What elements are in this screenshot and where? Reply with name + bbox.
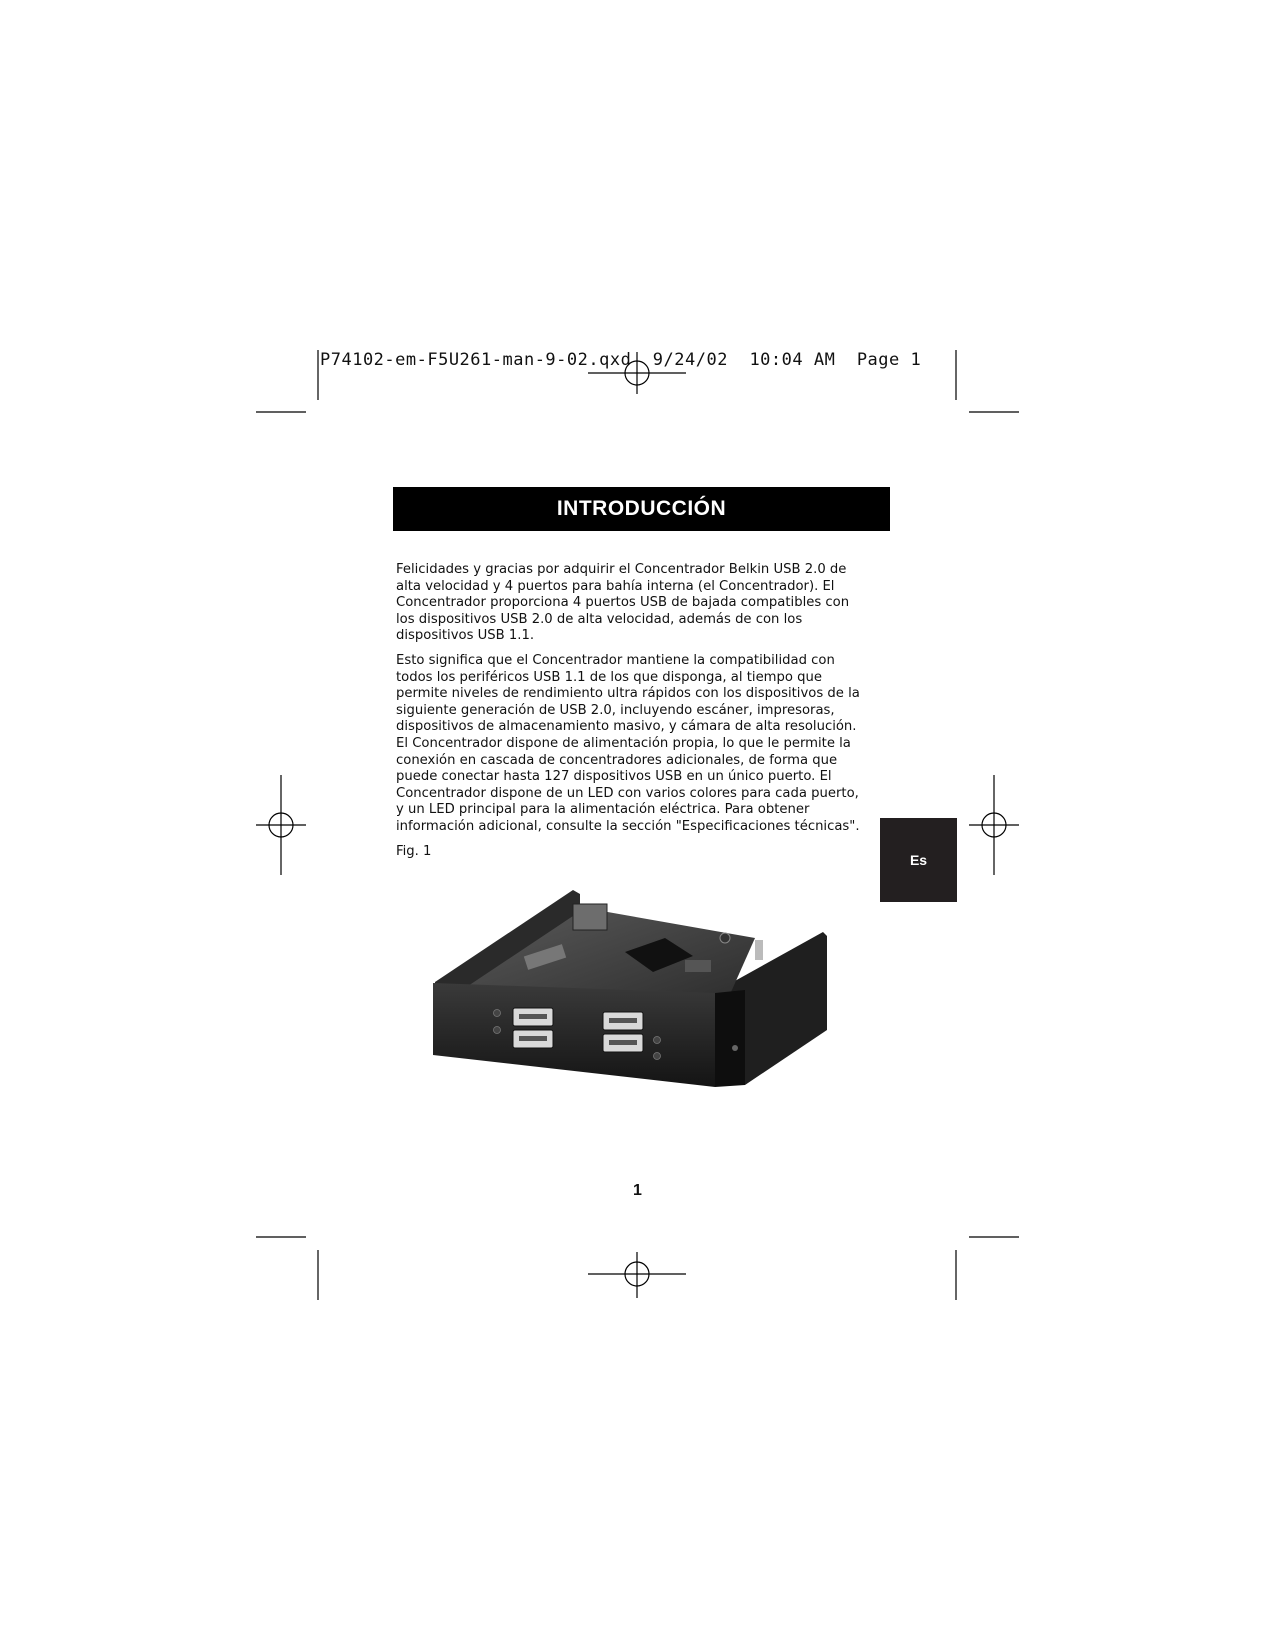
body-text bbox=[396, 562, 866, 860]
registration-mark-top bbox=[588, 352, 686, 394]
language-tab-label: Es bbox=[909, 852, 928, 868]
section-title: INTRODUCCIÓN bbox=[556, 497, 727, 520]
slug-page: Page 1 bbox=[856, 350, 922, 370]
figure-label: Fig. 1 bbox=[396, 843, 432, 859]
paragraph-2: Esto significa que el Concentrador mantiene la compatibilidad con todos los periféricos USB 1.1 de los que disponga, al tiempo que permite niveles de rendimiento ultra rápidos con los dispositivos de la siguiente generación de USB 2.0, incluyendo escáner, impresoras, dispositivos de almacenamiento masivo, y cámara de alta resolución. El Concentrador dispone de alimentación propia, lo que le permite la conexión en cascada de concentradores adicionales, de forma que puede conectar hasta 127 dispositivos USB en un único puerto. El Concentrador dispone de un LED con varios colores para cada puerto, y un LED principal para la alimentación eléctrica. Para obtener información adicional, consulte la sección "Especificaciones técnicas". bbox=[396, 652, 860, 834]
slug-time: 10:04 AM bbox=[749, 350, 836, 370]
section-title-bar bbox=[393, 487, 890, 531]
paragraph-1: Felicidades y gracias por adquirir el Concentrador Belkin USB 2.0 de alta velocidad y 4 puertos para bahía interna (el Concentrador). El Concentrador proporciona 4 puertos USB de bajada compatibles con los dispositivos USB 2.0 de alta velocidad, además de con los dispositivos USB 1.1. bbox=[396, 562, 850, 644]
registration-mark-bottom bbox=[588, 1252, 686, 1298]
slug-file: P74102-em-F5U261-man-9-02.qxd bbox=[320, 350, 632, 370]
usb-hub-product-image bbox=[425, 880, 845, 1125]
page-number: 1 bbox=[633, 1182, 642, 1199]
language-tab bbox=[880, 818, 957, 902]
registration-mark-right bbox=[969, 775, 1019, 875]
slug-date: 9/24/02 bbox=[652, 350, 728, 370]
registration-mark-left bbox=[256, 775, 306, 875]
